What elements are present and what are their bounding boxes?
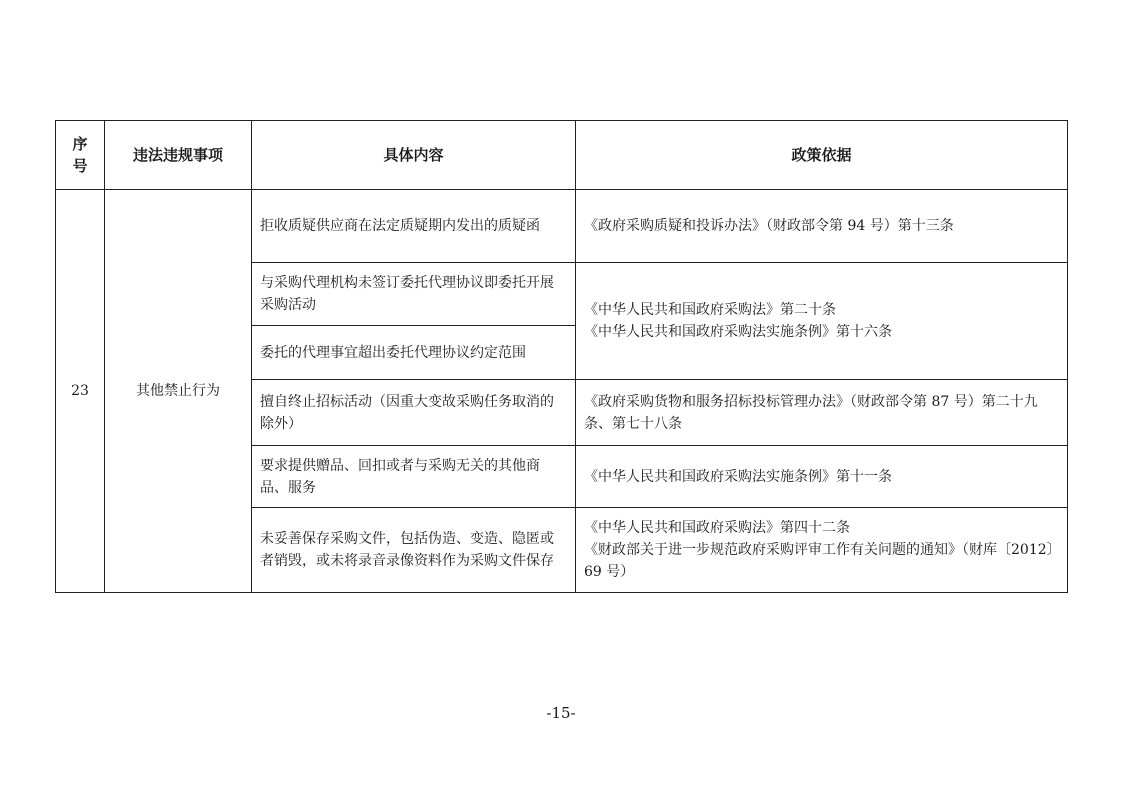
- row-basis-cell: 《中华人民共和国政府采购法实施条例》第十一条: [576, 446, 1068, 508]
- row-serial-number: 23: [56, 190, 105, 593]
- row-content-cell: 与采购代理机构未签订委托代理协议即委托开展采购活动: [252, 263, 576, 326]
- row-basis-cell: 《政府采购质疑和投诉办法》（财政部令第 94 号）第十三条: [576, 190, 1068, 263]
- header-serial-line1: 序: [72, 135, 88, 153]
- row-basis-cell: 《政府采购货物和服务招标投标管理办法》（财政部令第 87 号）第二十九条、第七十八条: [576, 380, 1068, 446]
- header-serial-number: [56, 121, 105, 190]
- policy-table-container: [55, 120, 1067, 593]
- row-content-cell: 要求提供赠品、回扣或者与采购无关的其他商品、服务: [252, 446, 576, 508]
- header-violation-item: 违法违规事项: [105, 121, 252, 190]
- table-header-row: [56, 121, 1068, 190]
- row-content-cell: 拒收质疑供应商在法定质疑期内发出的质疑函: [252, 190, 576, 263]
- header-policy-basis: 政策依据: [576, 121, 1068, 190]
- row-basis-cell: 《中华人民共和国政府采购法》第二十条 《中华人民共和国政府采购法实施条例》第十六条: [576, 263, 1068, 380]
- row-content-cell: 未妥善保存采购文件，包括伪造、变造、隐匿或者销毁，或未将录音录像资料作为采购文件保存: [252, 508, 576, 593]
- row-content-cell: 委托的代理事宜超出委托代理协议约定范围: [252, 326, 576, 380]
- row-basis-cell: 《中华人民共和国政府采购法》第四十二条 《财政部关于进一步规范政府采购评审工作有关问题的通知》（财库〔2012〕69 号）: [576, 508, 1068, 593]
- violation-policy-table: [55, 120, 1068, 593]
- row-violation-item: 其他禁止行为: [105, 190, 252, 593]
- page-number: -15-: [546, 704, 576, 722]
- header-specific-content: 具体内容: [252, 121, 576, 190]
- table-row: [56, 190, 1068, 263]
- row-content-cell: 擅自终止招标活动（因重大变故采购任务取消的除外）: [252, 380, 576, 446]
- header-serial-line2: 号: [72, 157, 88, 175]
